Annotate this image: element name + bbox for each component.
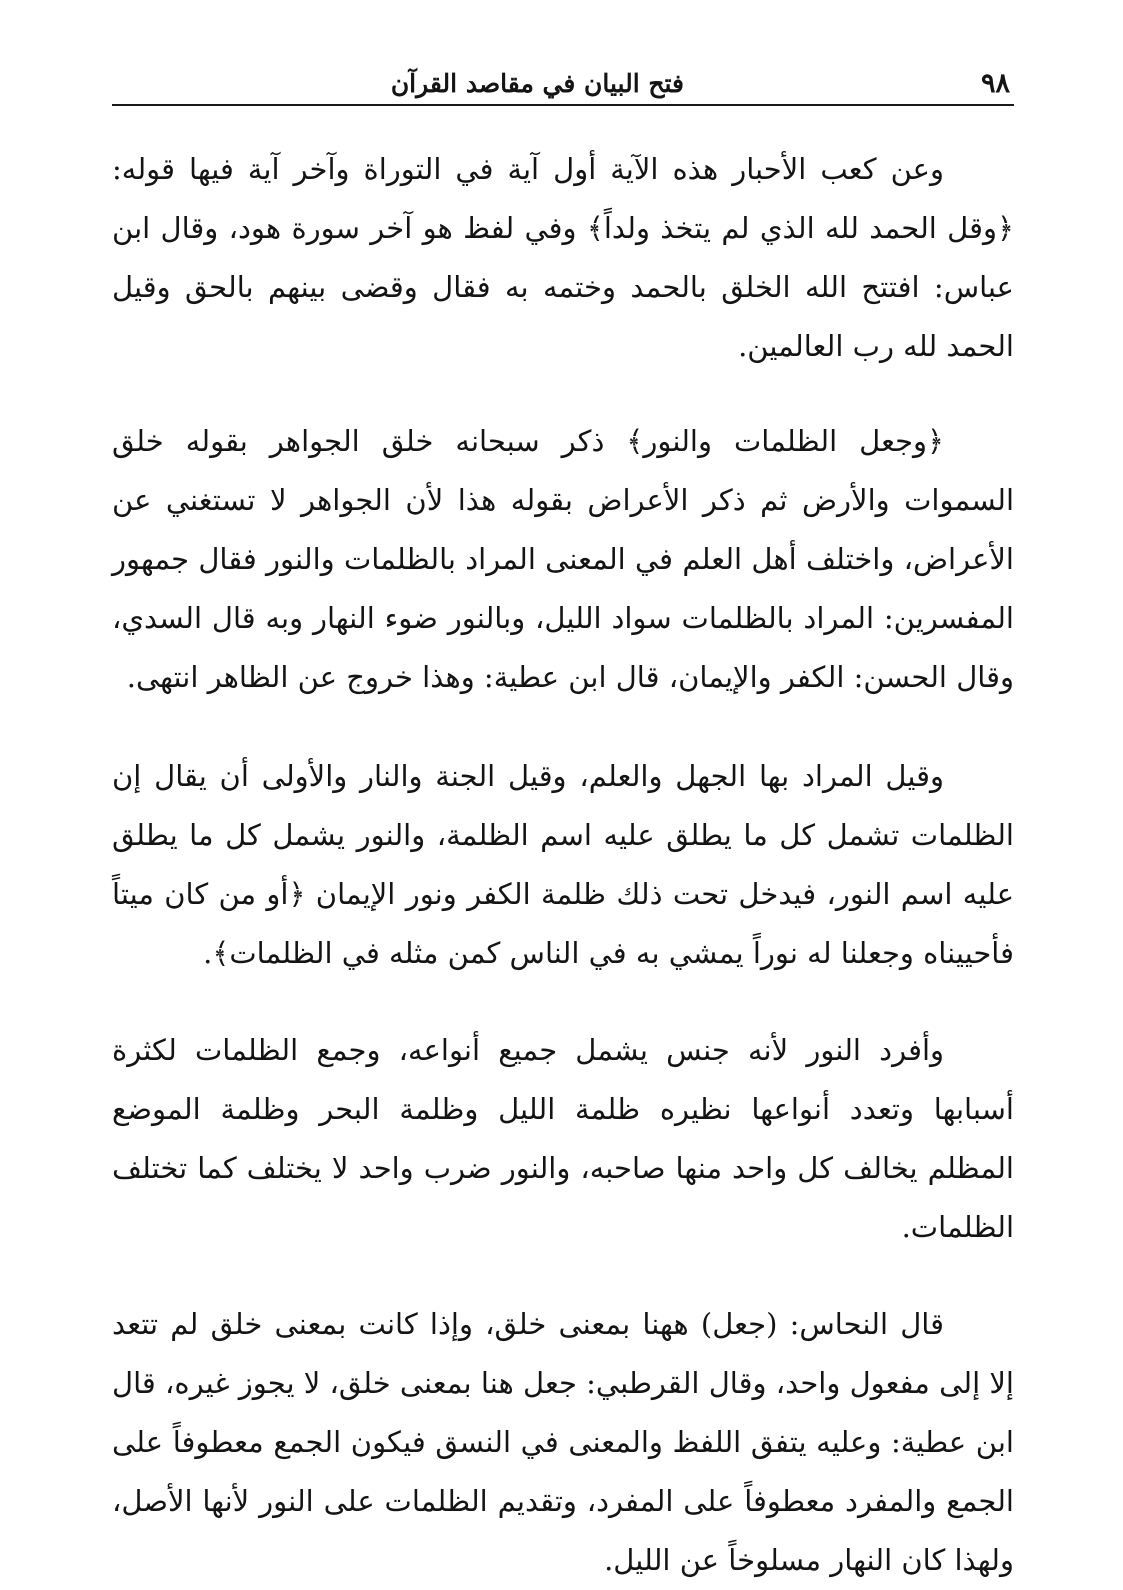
page-body bbox=[112, 140, 1014, 1590]
paragraph-3: وقيل المراد بها الجهل والعلم، وقيل الجنة والنار والأولى أن يقال إن الظلمات تشمل كل ما يطلق عليه اسم الظلمة، والنور يشمل كل ما يطلق عليه اسم النور، فيدخل تحت ذلك ظلمة الكفر ونور الإيمان ﴿أو من كان ميتاً فأحييناه وجعلنا له نوراً يمشي به في الناس كمن مثله في الظلمات﴾. bbox=[112, 759, 1014, 970]
paragraph-4: وأفرد النور لأنه جنس يشمل جميع أنواعه، وجمع الظلمات لكثرة أسبابها وتعدد أنواعها نظيره ظلمة الليل وظلمة البحر وظلمة الموضع المظلم يخالف كل واحد منها صاحبه، والنور ضرب واحد لا يختلف كما تختلف الظلمات. bbox=[112, 1033, 1014, 1244]
paragraph-1: وعن كعب الأحبار هذه الآية أول آية في التوراة وآخر آية فيها قوله: ﴿وقل الحمد لله الذي لم يتخذ ولداً﴾ وفي لفظ هو آخر سورة هود، وقال ابن عباس: افتتح الله الخلق بالحمد وختمه به فقال وقضى بينهم بالحق وقيل الحمد لله رب العالمين. bbox=[112, 152, 1014, 363]
page-number: ٩٨ bbox=[980, 68, 1010, 99]
paragraph-5: قال النحاس: (جعل) ههنا بمعنى خلق، وإذا كانت بمعنى خلق لم تتعد إلا إلى مفعول واحد، وقال القرطبي: جعل هنا بمعنى خلق، لا يجوز غيره، قال ابن عطية: وعليه يتفق اللفظ والمعنى في النسق فيكون الجمع معطوفاً على الجمع والمفرد معطوفاً على المفرد، وتقديم الظلمات على النور لأنها الأصل، ولهذا كان النهار مسلوخاً عن الليل. bbox=[112, 1307, 1014, 1577]
page-header bbox=[112, 60, 1014, 106]
header-divider bbox=[112, 104, 1014, 106]
running-title: فتح البيان في مقاصد القرآن bbox=[390, 69, 684, 98]
paragraph-2: ﴿وجعل الظلمات والنور﴾ ذكر سبحانه خلق الجواهر بقوله خلق السموات والأرض ثم ذكر الأعراض بقوله هذا لأن الجواهر لا تستغني عن الأعراض، واختلف أهل العلم في المعنى المراد بالظلمات والنور فقال جمهور المفسرين: المراد بالظلمات سواد الليل، وبالنور ضوء النهار وبه قال السدي، وقال الحسن: الكفر والإيمان، قال ابن عطية: وهذا خروج عن الظاهر انتهى. bbox=[112, 424, 1014, 694]
